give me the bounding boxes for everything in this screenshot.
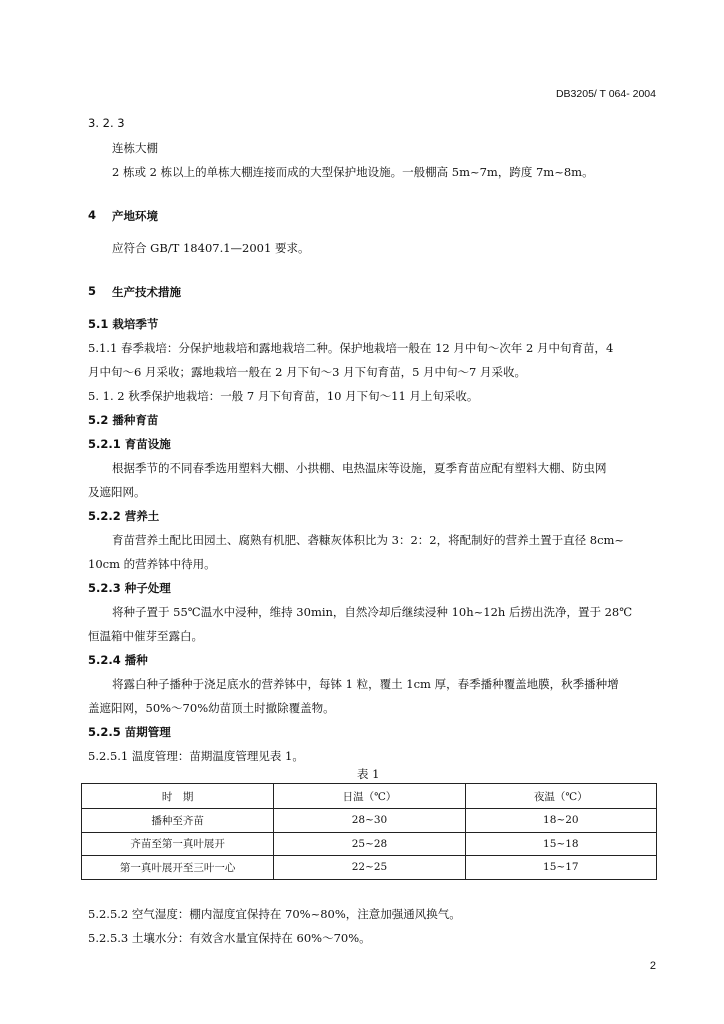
para-5-1-1-line1: 5.1.1 春季栽培：分保护地栽培和露地栽培二种。保护地栽培一般在 12 月中旬～次年 2 月中旬育苗，4: [88, 341, 614, 355]
para-5-2-4-line2: 盖遮阳网，50%～70%幼苗顶土时撤除覆盖物。: [88, 701, 335, 715]
table-header-row: [82, 784, 657, 809]
table-header-cell: 日温（℃）: [274, 784, 465, 809]
heading-5-2-4: 5.2.4 播种: [88, 653, 148, 667]
para-5-2-5-3: 5.2.5.3 土壤水分：有效含水量宜保持在 60%～70%。: [88, 931, 371, 945]
para-5-2-2-line1: 育苗营养土配比田园土、腐熟有机肥、砻糠灰体积比为 3：2：2，将配制好的营养土置于直径 8cm~: [112, 533, 625, 547]
document-code: DB3205/ T 064- 2004: [555, 88, 656, 100]
para-5-2-1-line1: 根据季节的不同春季选用塑料大棚、小拱棚、电热温床等设施，夏季育苗应配有塑料大棚、防虫网: [112, 461, 607, 475]
table-row: [82, 809, 657, 833]
table-caption: 表 1: [357, 767, 380, 781]
para-5-2-1-line2: 及遮阳网。: [88, 485, 146, 499]
table-header-cell: 夜温（℃）: [465, 784, 656, 809]
table-row: [82, 832, 657, 856]
table-cell-day-temp: 22~25: [274, 856, 465, 880]
section-number-3-2-3: 3. 2. 3: [88, 116, 125, 130]
table-cell-night-temp: 15~17: [465, 856, 656, 880]
heading-5-2-3: 5.2.3 种子处理: [88, 581, 171, 595]
table-cell-period: 播种至齐苗: [82, 809, 274, 833]
table-cell-period: 齐苗至第一真叶展开: [82, 832, 274, 856]
table-cell-period: 第一真叶展开至三叶一心: [82, 856, 274, 880]
table-1: [81, 783, 657, 880]
table-cell-night-temp: 15~18: [465, 832, 656, 856]
para-5-2-3-line1: 将种子置于 55℃温水中浸种，维持 30min，自然冷却后继续浸种 10h~12h 后捞出洗净，置于 28℃: [112, 605, 633, 619]
para-5-2-2-line2: 10cm 的营养钵中待用。: [88, 557, 216, 571]
section-title-5: 生产技术措施: [112, 285, 181, 299]
para-5-2-4-line1: 将露白种子播种于浇足底水的营养钵中，每钵 1 粒，覆土 1cm 厚，春季播种覆盖地膜，秋季播种增: [112, 677, 619, 691]
heading-5-2-2: 5.2.2 营养土: [88, 509, 160, 523]
heading-5-1: 5.1 栽培季节: [88, 317, 159, 331]
para-5-2-3-line2: 恒温箱中催芽至露白。: [88, 629, 203, 643]
heading-5-2-5: 5.2.5 苗期管理: [88, 725, 171, 739]
table-cell-day-temp: 25~28: [274, 832, 465, 856]
term-definition: 2 栋或 2 栋以上的单栋大棚连接而成的大型保护地设施。一般棚高 5m~7m，跨度 7m~8m。: [112, 165, 594, 179]
para-5-1-2: 5. 1. 2 秋季保护地栽培：一般 7 月下旬育苗，10 月下旬～11 月上旬采收。: [88, 389, 479, 403]
page-number: 2: [649, 960, 656, 972]
section-number-4: 4: [88, 208, 97, 222]
table-row: [82, 856, 657, 880]
section-title-4: 产地环境: [112, 209, 158, 223]
section-4-text: 应符合 GB/T 18407.1—2001 要求。: [112, 241, 310, 255]
para-5-1-1-line2: 月中旬～6 月采收；露地栽培一般在 2 月下旬～3 月下旬育苗，5 月中旬～7 月采收。: [88, 365, 527, 379]
table-cell-day-temp: 28~30: [274, 809, 465, 833]
section-number-5: 5: [88, 284, 97, 298]
para-5-2-5-1: 5.2.5.1 温度管理：苗期温度管理见表 1。: [88, 749, 304, 763]
table-cell-night-temp: 18~20: [465, 809, 656, 833]
table-header-cell: 时 期: [82, 784, 274, 809]
heading-5-2: 5.2 播种育苗: [88, 413, 159, 427]
para-5-2-5-2: 5.2.5.2 空气湿度：棚内湿度宜保持在 70%~80%，注意加强通风换气。: [88, 907, 461, 921]
term-title: 连栋大棚: [112, 141, 158, 155]
heading-5-2-1: 5.2.1 育苗设施: [88, 437, 171, 451]
